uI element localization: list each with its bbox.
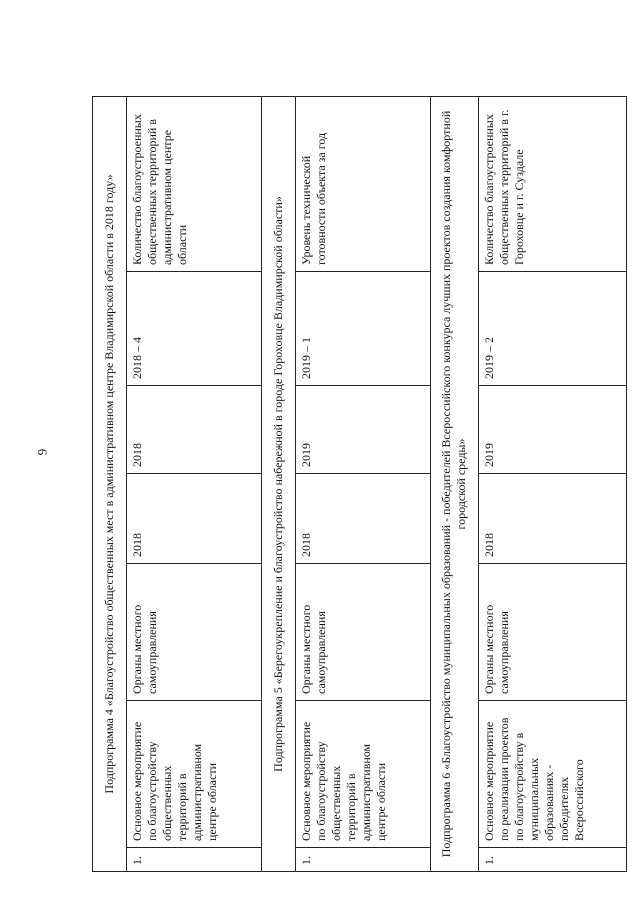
start-year-cell: 2018	[479, 474, 627, 564]
row-number: 1.	[127, 848, 261, 872]
indicator-cell: Количество благоустроенных общественных территорий в административном центре области	[127, 97, 261, 272]
action-cell: Основное мероприятие по благоустройству общественных территорий в административном центре области	[127, 701, 261, 848]
action-cell: Основное мероприятие по благоустройству общественных территорий в административном центре области	[296, 701, 430, 848]
table-row	[127, 97, 261, 872]
subprogram-6-title: Подпрограмма 6 «Благоустройство муниципальных образований - победителей Всероссийского конкурса лучших проектов создания комфортной городской среды»	[430, 97, 479, 872]
period-cell: 2018 – 4	[127, 272, 261, 386]
page-number: 6	[35, 448, 50, 456]
subprogram-5-header	[261, 97, 295, 872]
table-row	[296, 97, 430, 872]
executor-cell: Органы местного самоуправления	[296, 564, 430, 701]
rotated-table-container	[92, 97, 627, 872]
row-number: 1.	[479, 848, 627, 872]
subprogram-5-title: Подпрограмма 5 «Берегоукрепление и благоустройство набережной в городе Гороховце Владимирской области»	[261, 97, 295, 872]
subprogram-4-title: Подпрограмма 4 «Благоустройство общественных мест в административном центре Владимирской области в 2018 году»	[93, 97, 127, 872]
end-year-cell: 2019	[479, 386, 627, 474]
executor-cell: Органы местного самоуправления	[479, 564, 627, 701]
action-cell: Основное мероприятие по реализации проектов по благоустройству в муниципальных образованиях - победителях Всероссийского	[479, 701, 627, 848]
subprogram-6-header	[430, 97, 479, 872]
executor-cell: Органы местного самоуправления	[127, 564, 261, 701]
row-number: 1.	[296, 848, 430, 872]
subprograms-table	[92, 96, 627, 872]
indicator-cell: Уровень технической готовности объекта за год	[296, 97, 430, 272]
start-year-cell: 2018	[127, 474, 261, 564]
end-year-cell: 2019	[296, 386, 430, 474]
end-year-cell: 2018	[127, 386, 261, 474]
period-cell: 2019 – 2	[479, 272, 627, 386]
start-year-cell: 2018	[296, 474, 430, 564]
indicator-cell: Количество благоустроенных общественных территорий в г. Гороховце и г. Суздале	[479, 97, 627, 272]
subprogram-4-header	[93, 97, 127, 872]
period-cell: 2019 – 1	[296, 272, 430, 386]
table-row	[479, 97, 627, 872]
